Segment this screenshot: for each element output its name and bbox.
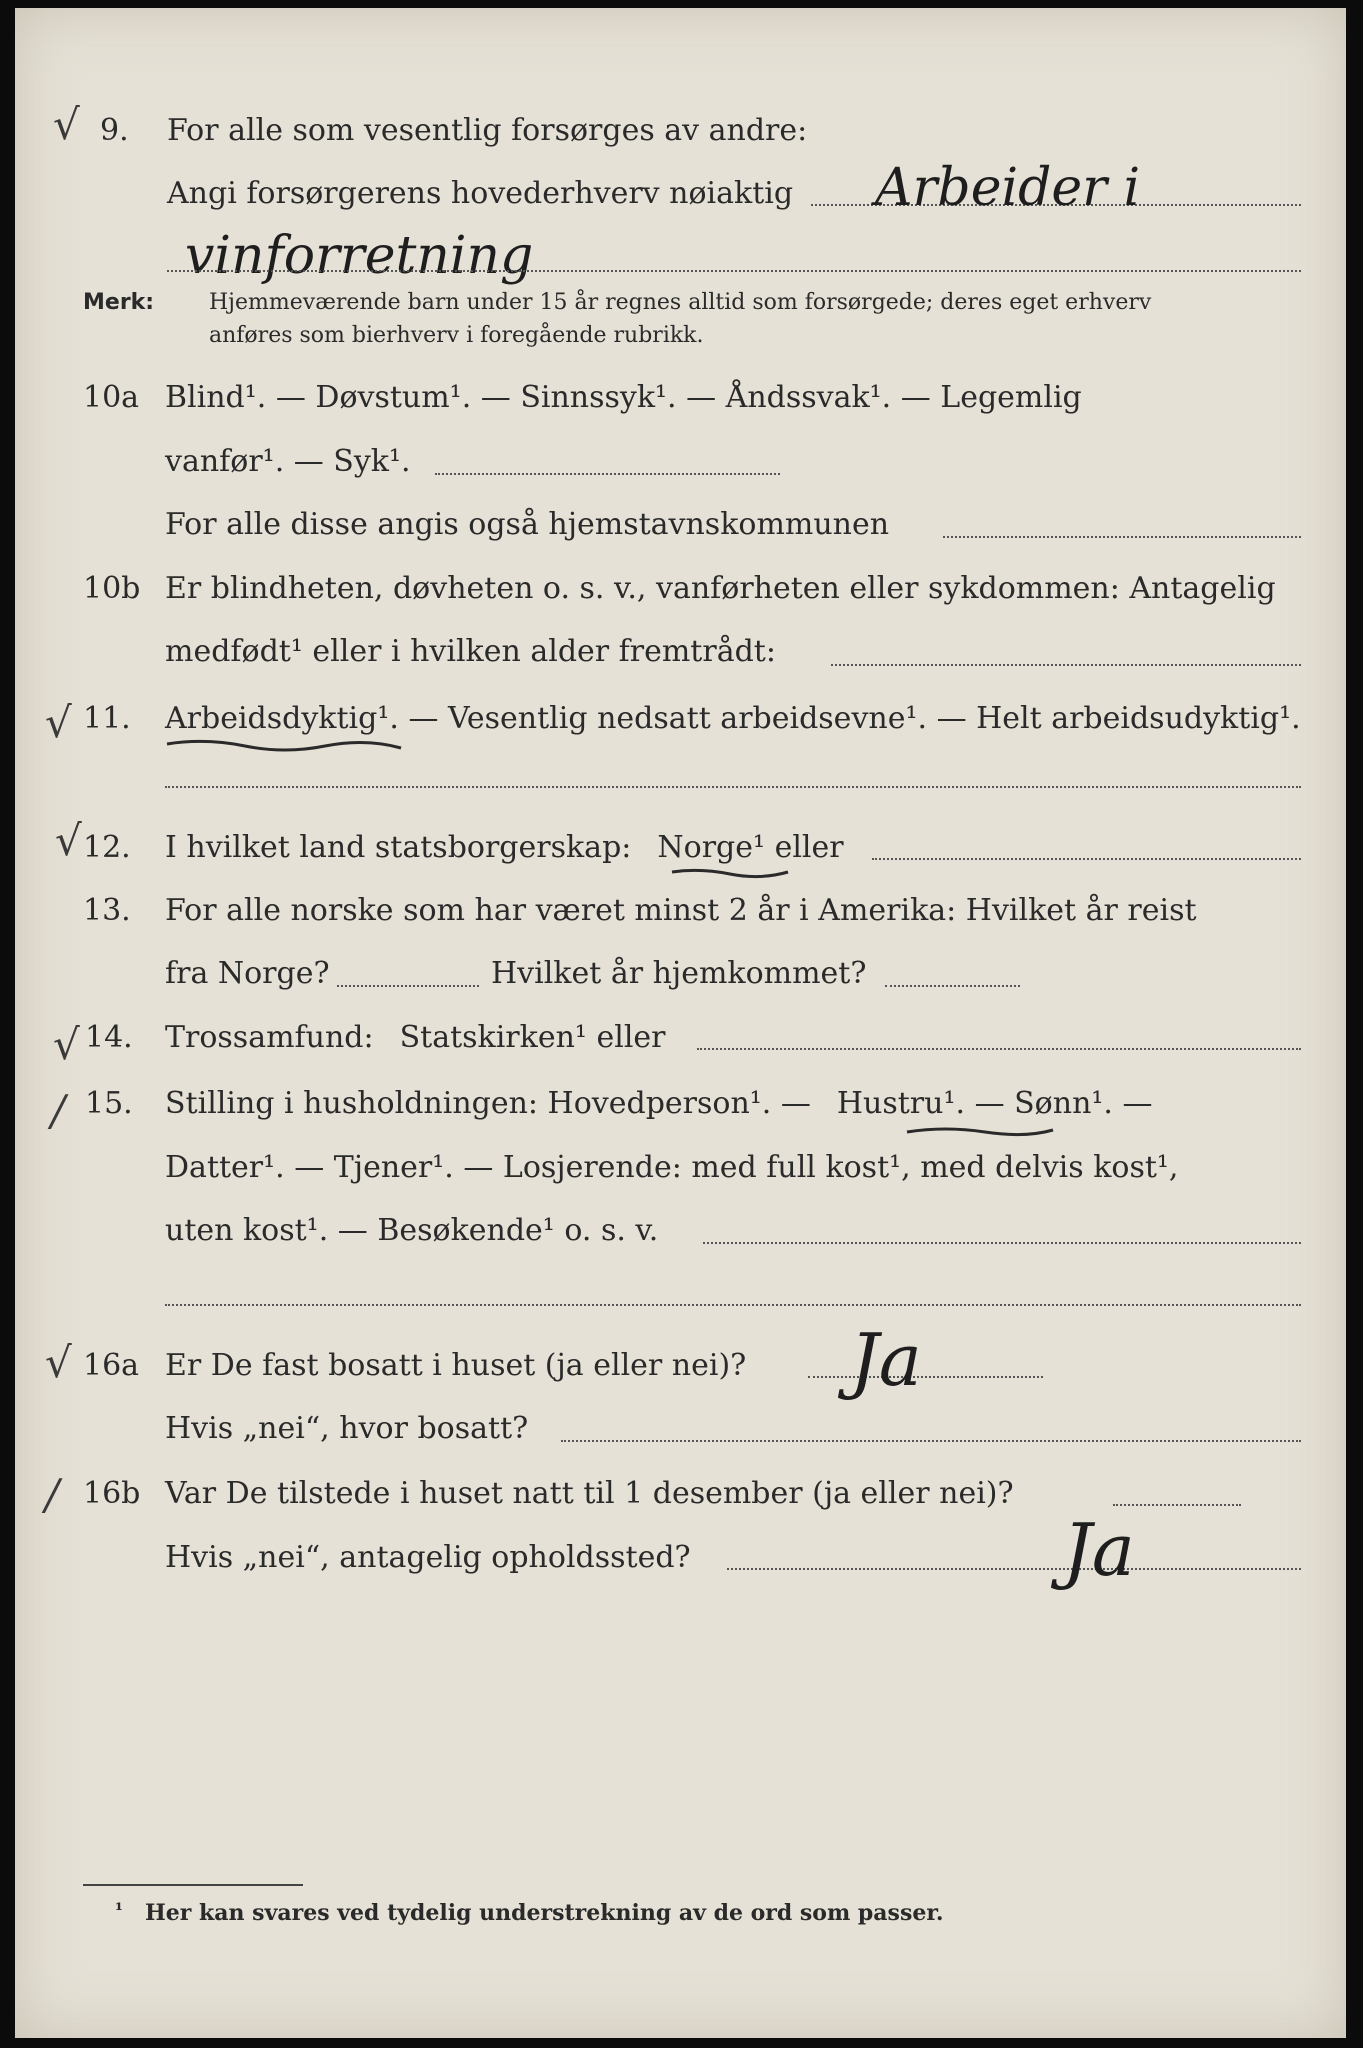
q9-handwritten-answer-cont: vinforretning bbox=[185, 226, 534, 286]
q16a-line1: Er De fast bosatt i huset (ja eller nei)? bbox=[165, 1348, 747, 1383]
q12-question: I hvilket land statsborgerskap: bbox=[165, 830, 632, 865]
q10a-number: 10a bbox=[83, 380, 140, 415]
q10a-line2: vanfør¹. — Syk¹. bbox=[165, 444, 411, 479]
q15-answer-line bbox=[703, 1242, 1301, 1244]
checkmark-icon: / bbox=[45, 1470, 60, 1519]
q13-answer-line-year-back bbox=[885, 985, 1020, 987]
q10a-answer-line bbox=[435, 473, 780, 475]
merk-label: Merk: bbox=[83, 290, 155, 315]
checkmark-icon: √ bbox=[53, 1020, 80, 1069]
q16b-answer-line-2 bbox=[727, 1568, 1301, 1570]
checkmark-icon: √ bbox=[53, 100, 80, 149]
merk-line1: Hjemmeværende barn under 15 år regnes alltid som forsørgede; deres eget erhverv bbox=[209, 290, 1152, 315]
underline-mark-arbeidsdyktig bbox=[165, 736, 405, 756]
q12-answer-line bbox=[872, 858, 1301, 860]
underline-mark-hustru bbox=[905, 1124, 1055, 1140]
q12-number: 12. bbox=[83, 830, 131, 865]
q15-line1-a: Stilling i husholdningen: Hovedperson¹. — bbox=[165, 1086, 811, 1121]
q16a-answer-line bbox=[808, 1376, 1043, 1378]
q12-eller: eller bbox=[774, 830, 844, 865]
underline-mark-norge bbox=[670, 866, 790, 882]
q15-line1 bbox=[165, 1086, 1152, 1121]
q10a-answer-line-2 bbox=[943, 536, 1301, 538]
q12-text bbox=[165, 830, 844, 865]
q10b-line2: medfødt¹ eller i hvilken alder fremtrådt: bbox=[165, 634, 776, 669]
checkmark-icon: / bbox=[51, 1086, 66, 1135]
q11-line1: Arbeidsdyktig¹. — Vesentlig nedsatt arbeidsevne¹. — Helt arbeidsudyktig¹. bbox=[165, 701, 1301, 736]
q10a-line3: For alle disse angis også hjemstavnskommunen bbox=[165, 507, 890, 542]
q16b-line1: Var De tilstede i huset natt til 1 desember (ja eller nei)? bbox=[165, 1476, 1014, 1511]
q16a-line2: Hvis „nei“, hvor bosatt? bbox=[165, 1411, 529, 1446]
q11-answer-line bbox=[165, 786, 1301, 788]
q13-answer-line-year-left bbox=[337, 985, 479, 987]
q16b-handwritten-answer: Ja bbox=[1063, 1508, 1135, 1592]
q14-text bbox=[165, 1020, 666, 1055]
q16b-answer-line bbox=[1113, 1504, 1241, 1506]
q14-number: 14. bbox=[85, 1020, 133, 1055]
q16a-number: 16a bbox=[83, 1348, 140, 1383]
q15-line2: Datter¹. — Tjener¹. — Losjerende: med full kost¹, med delvis kost¹, bbox=[165, 1150, 1179, 1185]
checkmark-icon: √ bbox=[45, 1338, 72, 1387]
merk-line2: anføres som bierhverv i foregående rubrikk. bbox=[209, 323, 704, 348]
q10b-line1: Er blindheten, døvheten o. s. v., vanførheten eller sykdommen: Antagelig bbox=[165, 571, 1276, 606]
q14-statskirken-option: Statskirken¹ bbox=[399, 1020, 587, 1055]
q15-line3: uten kost¹. — Besøkende¹ o. s. v. bbox=[165, 1213, 659, 1248]
q15-number: 15. bbox=[85, 1086, 133, 1121]
footnote-rule bbox=[83, 1884, 303, 1886]
footnote-text: Her kan svares ved tydelig understrekning av de ord som passer. bbox=[145, 1900, 944, 1926]
q14-eller: eller bbox=[596, 1020, 666, 1055]
q15-answer-line-2 bbox=[165, 1304, 1301, 1306]
q9-line2: Angi forsørgerens hovederhverv nøiaktig bbox=[167, 176, 794, 211]
q10b-answer-line bbox=[831, 664, 1301, 666]
q9-line1: For alle som vesentlig forsørges av andre: bbox=[167, 113, 808, 148]
q16a-answer-line-2 bbox=[561, 1440, 1301, 1442]
q9-handwritten-answer: Arbeider i bbox=[875, 158, 1141, 218]
q14-answer-line bbox=[697, 1048, 1301, 1050]
q9-answer-line-2 bbox=[167, 270, 1301, 272]
checkmark-icon: √ bbox=[55, 816, 82, 865]
q15-line1-b: — Sønn¹. — bbox=[974, 1086, 1153, 1121]
q15-hustru-option: Hustru¹. bbox=[836, 1086, 966, 1121]
q14-question: Trossamfund: bbox=[165, 1020, 374, 1055]
q13-line2b: Hvilket år hjemkommet? bbox=[491, 956, 867, 991]
q11-number: 11. bbox=[83, 701, 131, 736]
q9-number: 9. bbox=[100, 113, 129, 148]
q13-number: 13. bbox=[83, 893, 131, 928]
checkmark-icon: √ bbox=[45, 698, 72, 747]
q16a-handwritten-answer: Ja bbox=[850, 1318, 922, 1402]
q16b-line2: Hvis „nei“, antagelig opholdssted? bbox=[165, 1540, 691, 1575]
q13-line2a: fra Norge? bbox=[165, 956, 330, 991]
q16b-number: 16b bbox=[83, 1476, 141, 1511]
census-form-page bbox=[15, 8, 1346, 2038]
q10b-number: 10b bbox=[83, 571, 141, 606]
footnote-mark: ¹ bbox=[115, 1900, 123, 1921]
q12-norge-option: Norge¹ bbox=[657, 830, 766, 865]
q10a-line1: Blind¹. — Døvstum¹. — Sinnssyk¹. — Åndssvak¹. — Legemlig bbox=[165, 380, 1082, 415]
q13-line1: For alle norske som har været minst 2 år i Amerika: Hvilket år reist bbox=[165, 893, 1197, 928]
